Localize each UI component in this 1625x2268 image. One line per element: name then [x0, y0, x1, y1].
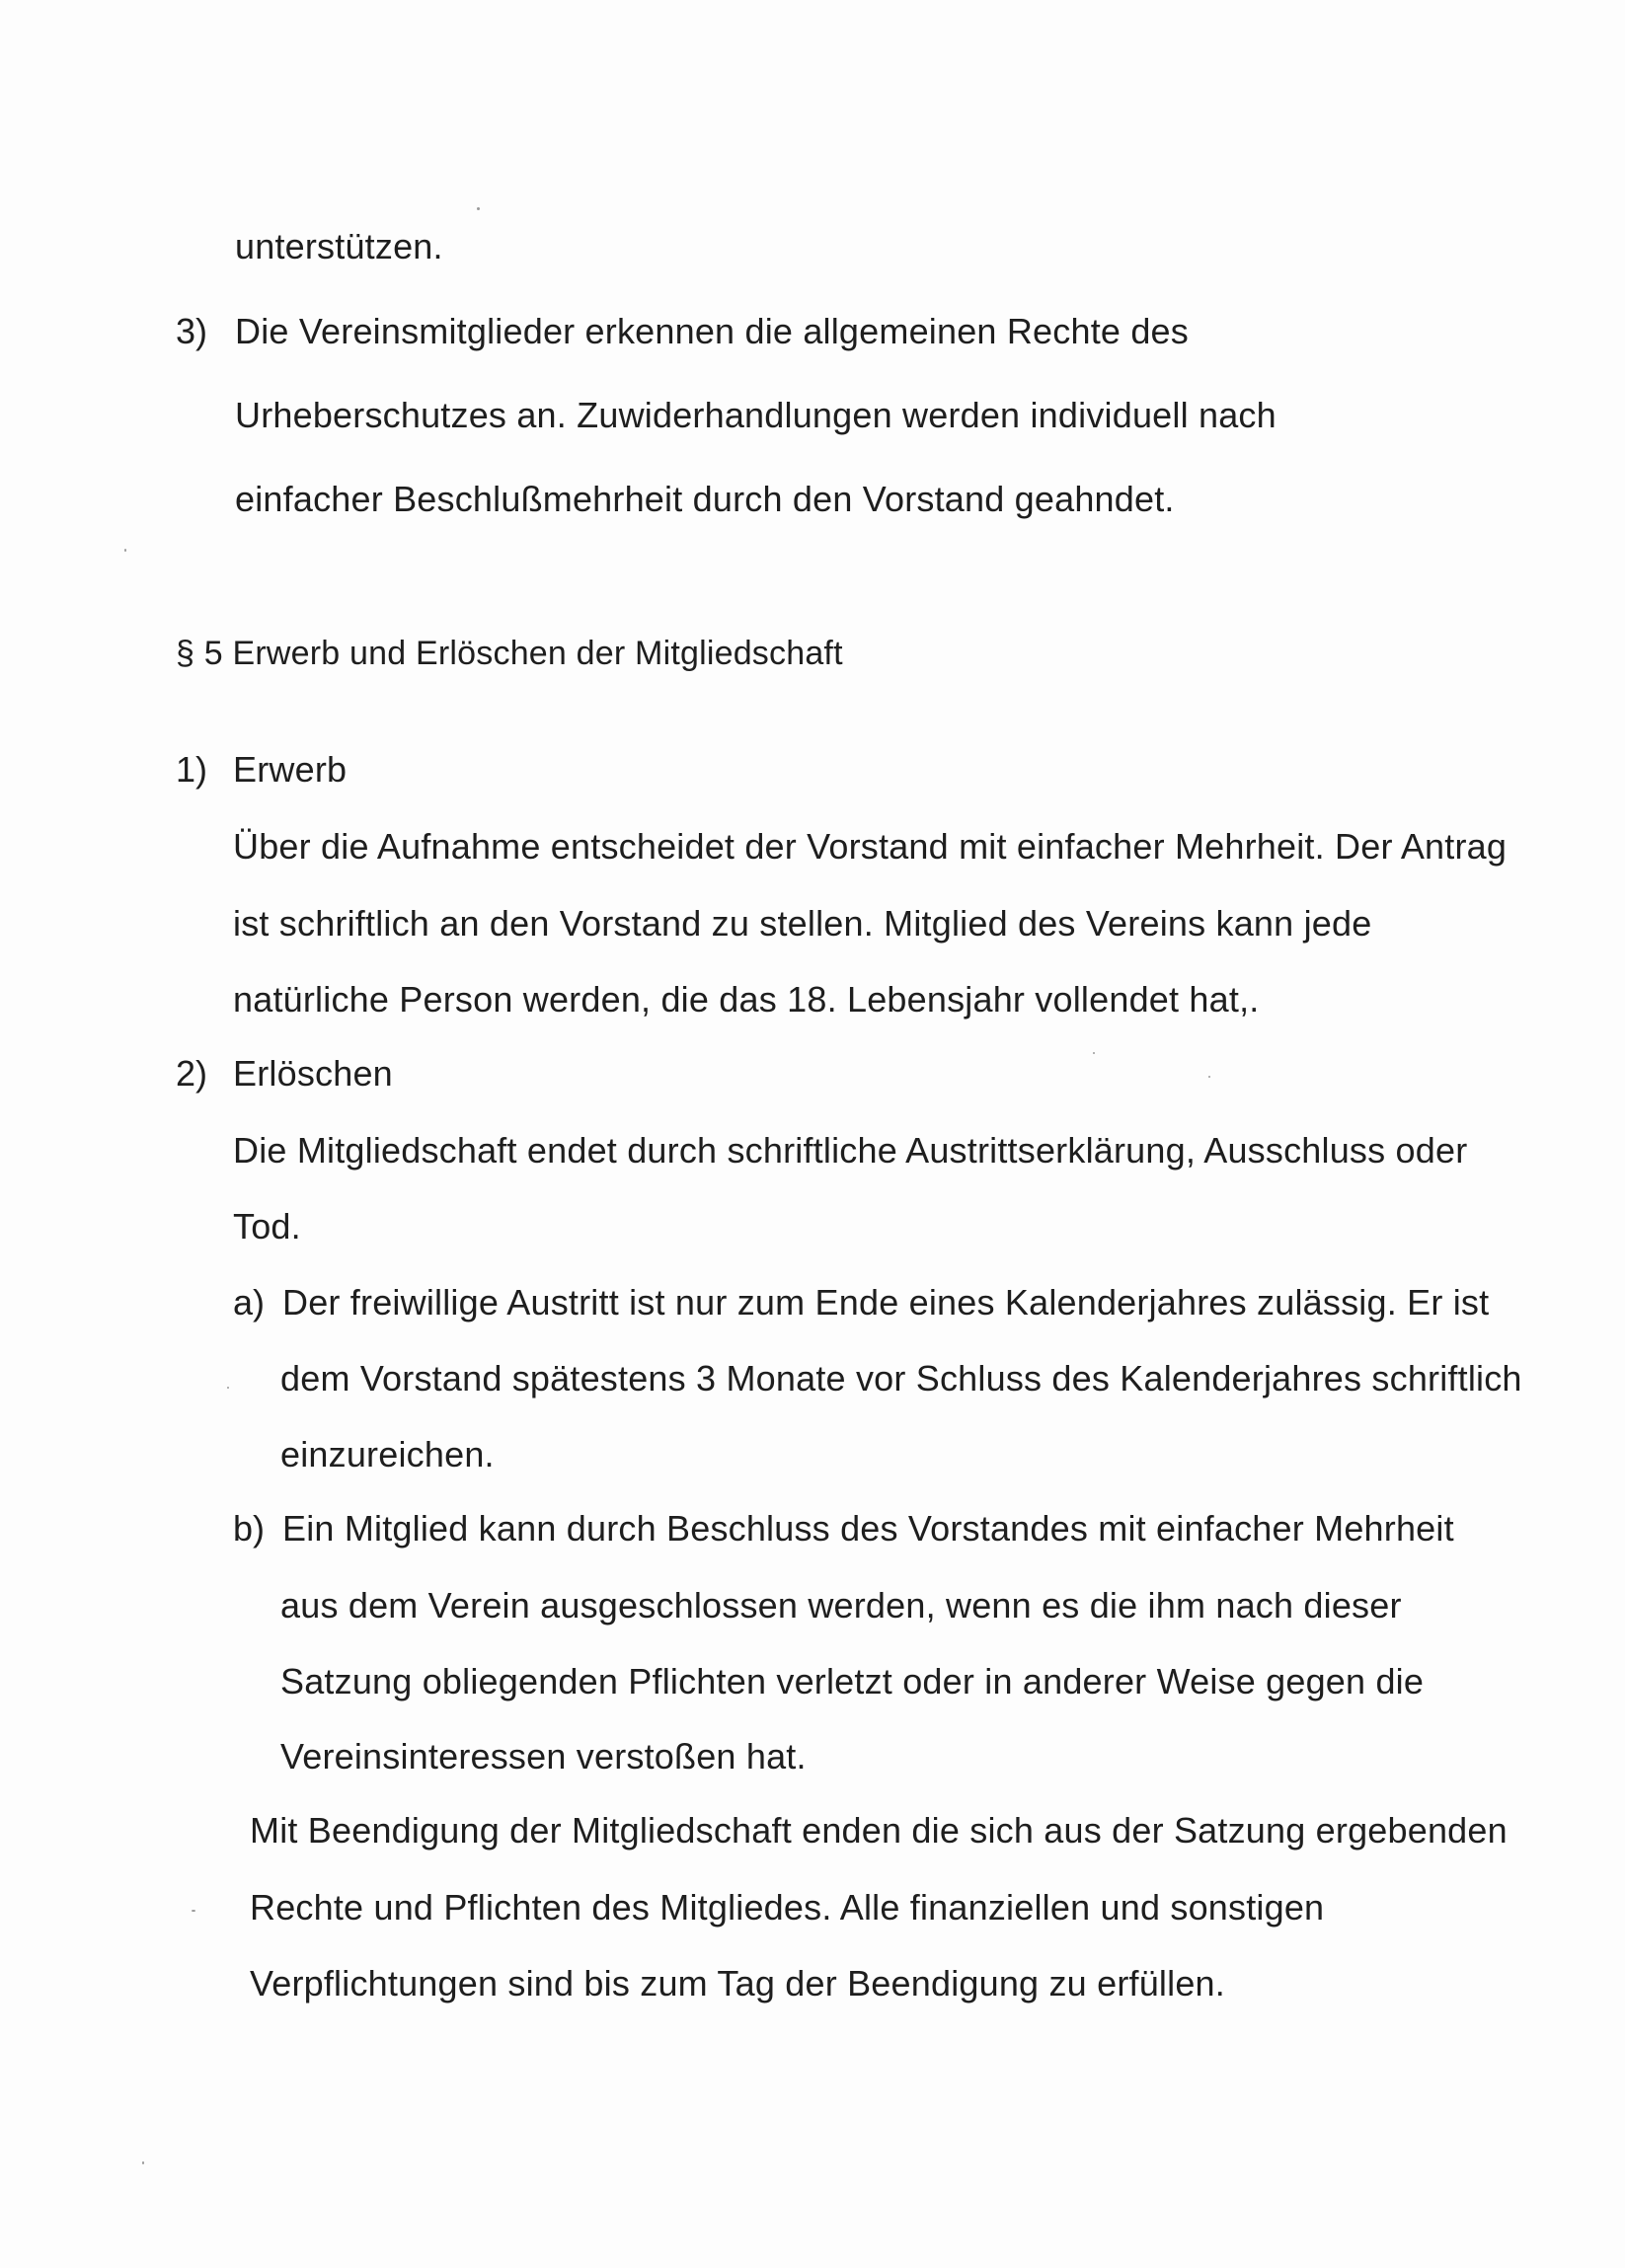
sub-b-line-1: Ein Mitglied kann durch Beschluss des Vorstandes mit einfacher Mehrheit [282, 1508, 1454, 1549]
erwerb-marker: 1) [176, 749, 208, 790]
erwerb-line-3: natürliche Person werden, die das 18. Lebensjahr vollendet hat,. [233, 979, 1260, 1020]
erwerb-line-1: Über die Aufnahme entscheidet der Vorstand mit einfacher Mehrheit. Der Antrag [233, 826, 1508, 867]
scan-speck [192, 1910, 195, 1912]
erloeschen-title: Erlöschen [233, 1053, 393, 1094]
erloeschen-line-1: Die Mitgliedschaft endet durch schriftliche Austrittserklärung, Ausschluss oder [233, 1130, 1468, 1171]
scan-speck [227, 1387, 229, 1389]
scan-speck [124, 549, 126, 552]
closing-line-1: Mit Beendigung der Mitgliedschaft enden die sich aus der Satzung ergebenden [250, 1810, 1508, 1851]
section-5-heading: § 5 Erwerb und Erlöschen der Mitgliedschaft [176, 635, 843, 672]
scan-speck [1208, 1076, 1210, 1078]
scan-speck [142, 2161, 144, 2164]
item-3-line-3: einfacher Beschlußmehrheit durch den Vorstand geahndet. [235, 479, 1175, 519]
sub-a-line-3: einzureichen. [280, 1434, 495, 1474]
sub-b-line-4: Vereinsinteressen verstoßen hat. [280, 1736, 807, 1777]
sub-b-line-3: Satzung obliegenden Pflichten verletzt oder in anderer Weise gegen die [280, 1661, 1425, 1701]
closing-line-2: Rechte und Pflichten des Mitgliedes. Alle finanziellen und sonstigen [250, 1887, 1325, 1928]
scan-speck [1093, 1052, 1095, 1054]
erloeschen-marker: 2) [176, 1053, 208, 1094]
item-3-line-2: Urheberschutzes an. Zuwiderhandlungen werden individuell nach [235, 395, 1277, 435]
sub-a-marker: a) [233, 1282, 266, 1323]
erloeschen-line-2: Tod. [233, 1206, 301, 1247]
item-3-marker: 3) [176, 311, 208, 351]
intro-tail-text: unterstützen. [235, 226, 443, 266]
sub-a-line-2: dem Vorstand spätestens 3 Monate vor Schluss des Kalenderjahres schriftlich [280, 1358, 1522, 1399]
sub-b-line-2: aus dem Verein ausgeschlossen werden, wenn es die ihm nach dieser [280, 1585, 1402, 1625]
sub-b-marker: b) [233, 1508, 266, 1549]
erwerb-line-2: ist schriftlich an den Vorstand zu stellen. Mitglied des Vereins kann jede [233, 903, 1372, 944]
closing-line-3: Verpflichtungen sind bis zum Tag der Beendigung zu erfüllen. [250, 1963, 1225, 2003]
item-3-line-1: Die Vereinsmitglieder erkennen die allgemeinen Rechte des [235, 311, 1189, 351]
sub-a-line-1: Der freiwillige Austritt ist nur zum Ende eines Kalenderjahres zulässig. Er ist [282, 1282, 1490, 1323]
scan-speck [477, 207, 480, 210]
erwerb-title: Erwerb [233, 749, 348, 790]
